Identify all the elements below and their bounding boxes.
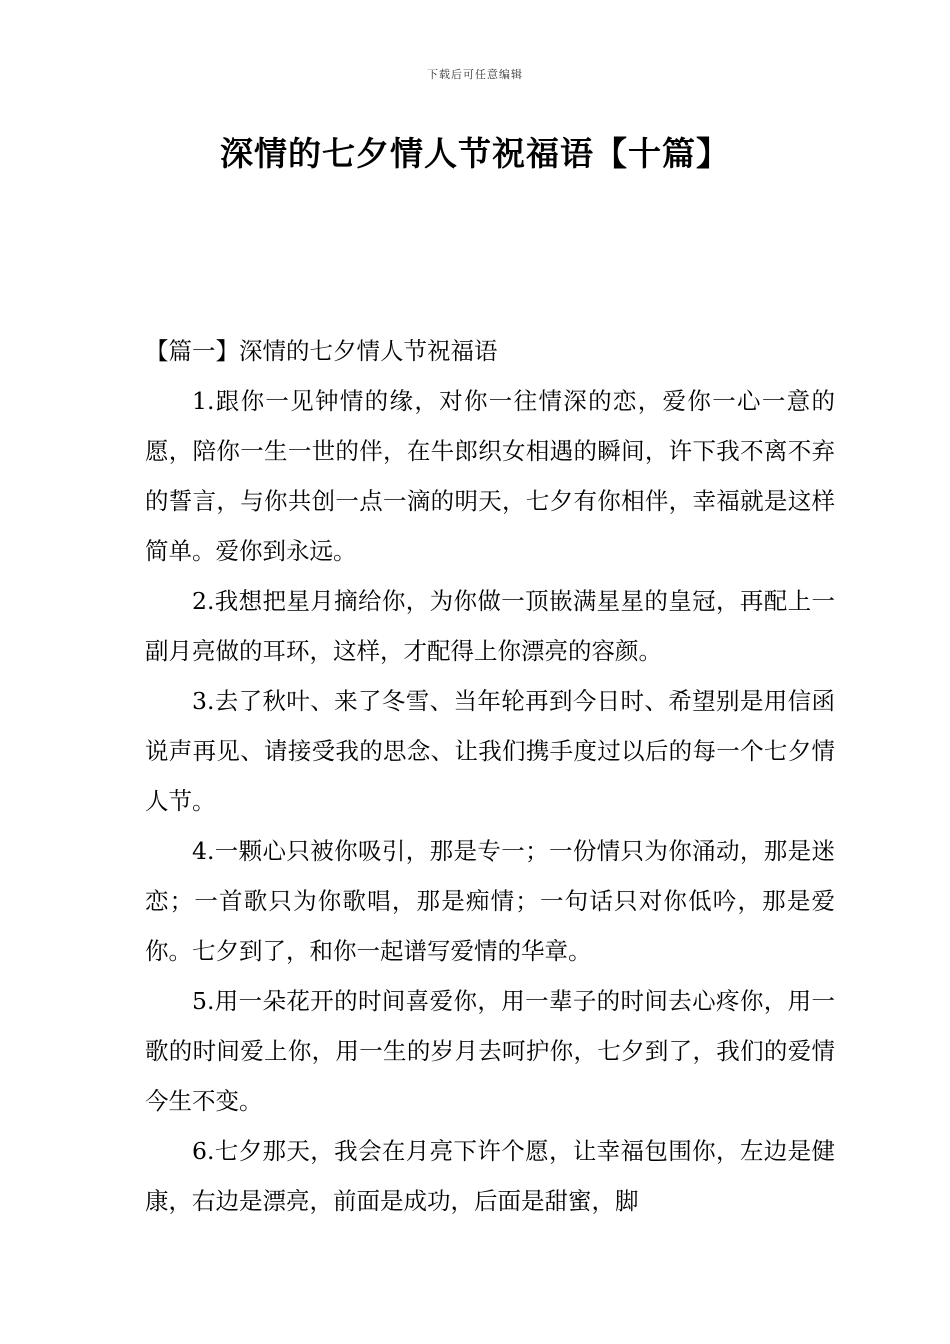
- section-heading: 【篇一】深情的七夕情人节祝福语: [145, 337, 498, 365]
- paragraph-4: 4.一颗心只被你吸引，那是专一；一份情只为你涌动，那是迷恋；一首歌只为你歌唱，那是痴情；一句话只对你低吟，那是爱你。七夕到了，和你一起谱写爱情的华章。: [145, 837, 835, 965]
- paragraph-6: 6.七夕那天，我会在月亮下许个愿，让幸福包围你，左边是健康，右边是漂亮，前面是成功，后面是甜蜜，脚: [145, 1137, 835, 1215]
- paragraph-1: 1.跟你一见钟情的缘，对你一往情深的恋，爱你一心一意的愿，陪你一生一世的伴，在牛郎织女相遇的瞬间，许下我不离不弃的誓言，与你共创一点一滴的明天，七夕有你相伴，幸福就是这样简单。爱你到永远。: [145, 387, 835, 565]
- paragraph-2: 2.我想把星月摘给你，为你做一顶嵌满星星的皇冠，再配上一副月亮做的耳环，这样，才配得上你漂亮的容颜。: [145, 587, 835, 665]
- document-body: [145, 326, 835, 1226]
- header-note: 下载后可任意编辑: [427, 68, 523, 81]
- document-title: 深情的七夕情人节祝福语【十篇】: [220, 134, 730, 173]
- paragraph-5: 5.用一朵花开的时间喜爱你，用一辈子的时间去心疼你，用一歌的时间爱上你，用一生的岁月去呵护你，七夕到了，我们的爱情今生不变。: [145, 987, 835, 1115]
- paragraph-3: 3.去了秋叶、来了冬雪、当年轮再到今日时、希望别是用信函说声再见、请接受我的思念、让我们携手度过以后的每一个七夕情人节。: [145, 687, 835, 815]
